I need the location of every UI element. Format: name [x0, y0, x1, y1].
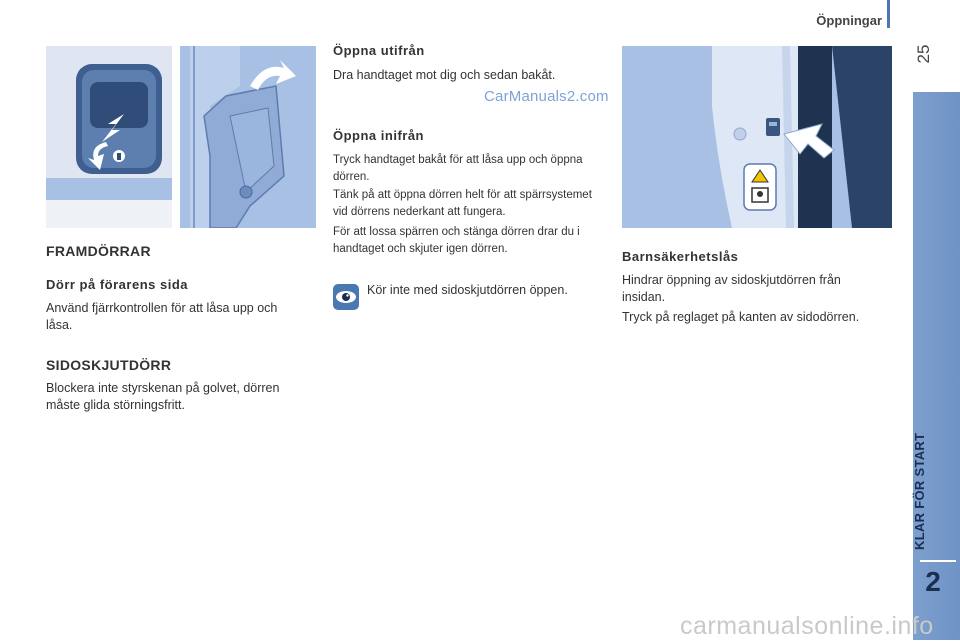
- illustration-outside-handle: [46, 46, 172, 228]
- page-number: 25: [914, 44, 933, 64]
- header-accent-line: [887, 0, 890, 28]
- note-text: Kör inte med sidoskjutdörren öppen.: [367, 283, 568, 297]
- chapter-sidebar: [913, 92, 960, 640]
- chapter-number: 2: [925, 566, 941, 597]
- subheading-open-outside: Öppna utifrån: [333, 43, 425, 58]
- text-driver-door: Använd fjärrkontrollen för att låsa upp och låsa.: [46, 301, 278, 332]
- watermark-carmanuals: CarManuals2.com: [484, 88, 609, 105]
- text-child-lock-2: Tryck på reglaget på kanten av sidodörren.: [622, 310, 860, 324]
- subheading-open-inside: Öppna inifrån: [333, 128, 424, 143]
- text-open-inside-3: För att lossa spärren och stänga dörren drar du i handtaget och skjuter igen dörren.: [333, 226, 580, 255]
- text-child-lock-1: Hindrar öppning av sidoskjutdörren från insidan.: [622, 273, 841, 304]
- watermark-carmanualsonline: carmanualsonline.info: [680, 612, 934, 640]
- heading-front-doors: FRAMDÖRRAR: [46, 243, 151, 259]
- text-sliding-door: Blockera inte styrskenan på golvet, dörren måste glida störningsfritt.: [46, 381, 280, 412]
- text-open-inside-2: Tänk på att öppna dörren helt för att spärrsystemet vid dörrens nederkant att fungera.: [333, 189, 592, 218]
- illustration-inside-handle: [180, 46, 316, 228]
- chapter-title: KLAR FÖR START: [912, 432, 927, 550]
- heading-sliding-door: SIDOSKJUTDÖRR: [46, 357, 172, 373]
- text-open-outside: Dra handtaget mot dig och sedan bakåt.: [333, 68, 556, 82]
- subheading-driver-door: Dörr på förarens sida: [46, 277, 188, 292]
- subheading-child-lock: Barnsäkerhetslås: [622, 249, 739, 264]
- eye-icon: [333, 284, 359, 310]
- chapter-divider: [920, 560, 956, 562]
- text-open-inside-1: Tryck handtaget bakåt för att låsa upp och öppna dörren.: [333, 154, 583, 183]
- illustration-child-lock: [622, 46, 892, 228]
- page-header-title: Öppningar: [816, 13, 882, 28]
